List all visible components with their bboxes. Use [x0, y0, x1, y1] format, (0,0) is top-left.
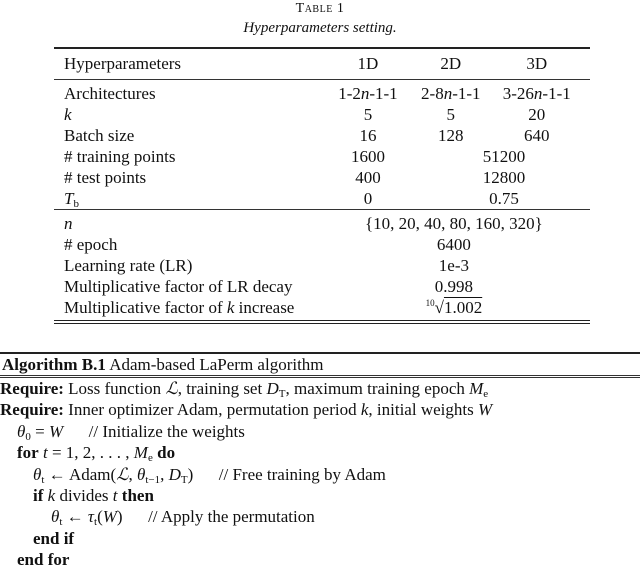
math-symbol: M	[469, 379, 484, 398]
table-row	[54, 167, 590, 188]
table-cell	[318, 188, 418, 210]
row-label	[54, 210, 318, 235]
text: 400	[355, 168, 381, 187]
math-symbol: T	[64, 189, 74, 208]
algorithm-line	[0, 399, 640, 420]
math-symbol: W	[102, 507, 117, 527]
math-symbol: k	[47, 485, 56, 505]
math-symbol: n	[443, 84, 453, 103]
subscript: b	[73, 198, 79, 210]
text: // Initialize the weights	[63, 421, 245, 441]
table-cell	[418, 104, 483, 125]
algorithm-line	[0, 442, 640, 463]
text: 16	[359, 126, 377, 145]
text: -1-1	[542, 84, 571, 103]
text: (	[97, 507, 103, 527]
text: Inner optimizer Adam, permutation period	[63, 400, 361, 420]
math-symbol: n	[533, 84, 543, 103]
text: 2-8	[421, 84, 444, 103]
text: increase	[234, 298, 295, 317]
table-caption: Hyperparameters setting.	[243, 20, 397, 36]
subscript: e	[483, 388, 489, 400]
text: -1-1	[452, 84, 481, 103]
keyword: then	[121, 485, 154, 505]
keyword: for	[17, 443, 39, 463]
header-2d: 2D	[418, 48, 483, 80]
algorithm-name: Adam-based LaPerm algorithm	[105, 355, 324, 374]
subscript: t	[94, 516, 98, 529]
math-symbol: θ	[33, 464, 42, 484]
math-symbol: ℒ	[116, 464, 129, 484]
text: # training points	[64, 147, 176, 166]
math-symbol: t	[112, 485, 118, 505]
table-cell	[318, 234, 590, 255]
math-symbol: W	[48, 421, 64, 441]
table-row	[54, 276, 590, 297]
header-hyperparameters: Hyperparameters	[54, 48, 318, 80]
table-cell	[418, 146, 590, 167]
table-row	[54, 146, 590, 167]
text: Architectures	[64, 84, 156, 103]
math-symbol: ℒ	[165, 379, 178, 398]
subscript: 0	[25, 430, 31, 443]
radicand: 1.002	[443, 298, 483, 317]
text: , maximum training epoch	[285, 379, 470, 398]
subscript: t	[41, 473, 45, 486]
text: 1-2	[338, 84, 361, 103]
keyword: do	[157, 443, 176, 463]
algorithm-line	[0, 378, 640, 399]
math-symbol: n	[360, 84, 370, 103]
text: 128	[438, 126, 464, 145]
row-label	[54, 234, 318, 255]
text: divides	[55, 485, 113, 505]
math-symbol: M	[133, 443, 148, 463]
radical-sign: √	[434, 298, 444, 317]
table-row	[54, 188, 590, 210]
table-cell	[318, 146, 418, 167]
algorithm-line	[0, 485, 640, 506]
row-label	[54, 276, 318, 297]
table-cell	[318, 167, 418, 188]
text: , training set	[177, 379, 267, 398]
text: Learning rate (LR)	[64, 256, 193, 275]
table-label: Table 1	[295, 1, 345, 16]
row-label	[54, 80, 318, 105]
algorithm-line	[0, 421, 640, 442]
row-label	[54, 125, 318, 146]
math-symbol: D	[266, 379, 279, 398]
subscript: e	[147, 452, 153, 465]
math-symbol: θ	[17, 421, 26, 441]
table-cell	[418, 80, 483, 105]
table-cell	[484, 104, 591, 125]
algorithm-number: Algorithm B.1	[2, 355, 106, 374]
table-cell	[484, 125, 591, 146]
table-cell	[418, 167, 590, 188]
text: Batch size	[64, 126, 135, 145]
row-label	[54, 255, 318, 276]
keyword: end if	[33, 528, 75, 548]
row-label	[54, 104, 318, 125]
subscript: T	[278, 388, 286, 400]
text: -1-1	[369, 84, 398, 103]
text: ) // Free training by Adam	[187, 464, 386, 484]
math-symbol: k	[226, 298, 235, 317]
row-label	[54, 167, 318, 188]
text: ) // Apply the permutation	[116, 507, 315, 527]
text: 12800	[482, 168, 526, 187]
text: {10, 20, 40, 80, 160, 320}	[365, 214, 543, 233]
table-cell	[418, 188, 590, 210]
keyword: if	[33, 485, 44, 505]
text: # test points	[64, 168, 147, 187]
table-row	[54, 80, 590, 105]
algorithm-line	[0, 549, 640, 570]
root-expression	[435, 297, 483, 318]
row-label	[54, 297, 318, 322]
text: =	[30, 421, 49, 441]
math-symbol: θ	[136, 464, 146, 484]
algorithm-line	[0, 506, 640, 527]
table-row	[54, 210, 590, 235]
text: 5	[363, 105, 373, 124]
table-cell	[318, 104, 418, 125]
math-symbol: τ	[87, 507, 95, 527]
math-symbol: W	[477, 400, 493, 420]
text: , initial weights	[368, 400, 478, 420]
text: = 1, 2, . . . ,	[47, 443, 134, 463]
table-row	[54, 125, 590, 146]
math-symbol: t	[42, 443, 48, 463]
algorithm-line	[0, 528, 640, 549]
text: 51200	[482, 147, 526, 166]
text: ←	[62, 507, 88, 527]
algorithm-title	[0, 352, 640, 378]
text: 0	[363, 189, 373, 208]
keyword: Require:	[0, 379, 64, 398]
text: Multiplicative factor of LR decay	[64, 277, 293, 296]
table-cell	[418, 125, 483, 146]
table-header-row	[54, 48, 590, 80]
row-label	[54, 146, 318, 167]
text: Loss function	[63, 379, 166, 398]
text: 1600	[350, 147, 385, 166]
keyword: Require:	[0, 400, 64, 420]
table-cell	[318, 255, 590, 276]
text: ← Adam(	[44, 464, 117, 484]
keyword: end for	[17, 550, 70, 570]
math-symbol: k	[360, 400, 369, 420]
table-cell	[318, 210, 590, 235]
algorithm-line	[0, 464, 640, 485]
table-cell	[318, 276, 590, 297]
algorithm-block	[0, 352, 640, 571]
table-cell	[318, 80, 418, 105]
text: # epoch	[64, 235, 118, 254]
superscript: 10	[425, 298, 435, 308]
text: 6400	[436, 235, 471, 254]
text: 3-26	[502, 84, 534, 103]
table-row	[54, 255, 590, 276]
header-1d: 1D	[318, 48, 418, 80]
math-symbol: θ	[51, 507, 60, 527]
math-symbol: k	[64, 105, 72, 124]
text: 640	[524, 126, 550, 145]
text: ,	[128, 464, 137, 484]
table-row	[54, 104, 590, 125]
subscript: T	[180, 473, 188, 486]
hyperparameters-table	[54, 47, 590, 324]
table-cell	[318, 125, 418, 146]
subscript: t	[59, 516, 63, 529]
text: 5	[446, 105, 456, 124]
table-row	[54, 297, 590, 322]
text: ,	[160, 464, 169, 484]
table-cell	[318, 297, 590, 322]
text: 20	[528, 105, 546, 124]
math-symbol: n	[64, 214, 73, 233]
math-symbol: D	[168, 464, 181, 484]
table-cell	[484, 80, 591, 105]
subscript: t−1	[145, 473, 161, 486]
table-row	[54, 234, 590, 255]
text: 0.998	[434, 277, 474, 296]
header-3d: 3D	[484, 48, 591, 80]
text: 1e-3	[438, 256, 470, 275]
text: 0.75	[489, 189, 519, 208]
row-label	[54, 188, 318, 210]
text: Multiplicative factor of	[64, 298, 227, 317]
